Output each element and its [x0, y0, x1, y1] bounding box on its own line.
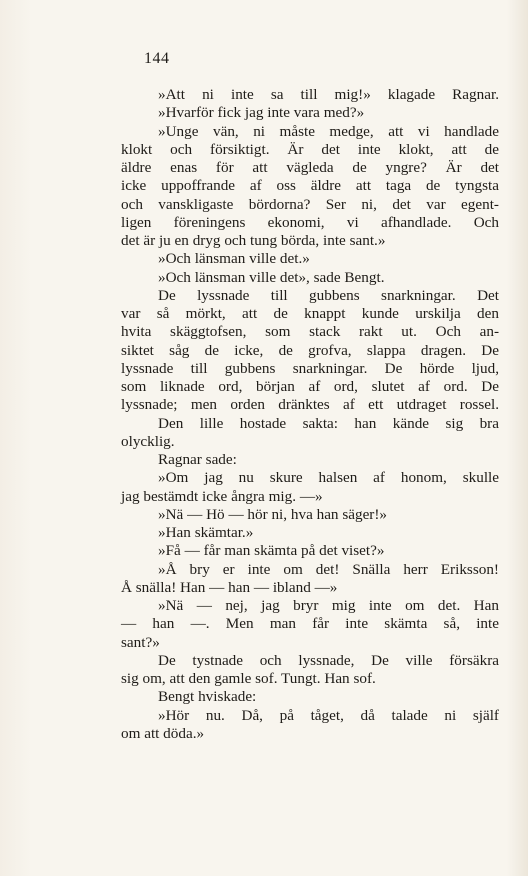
text-line: sant?»: [121, 633, 160, 651]
text-line: »Nä — Hö — hör ni, hva han säger!»: [158, 505, 388, 523]
text-line: och vanskligaste bördorna? Ser ni, det var egent-: [121, 195, 499, 213]
text-line: olycklig.: [121, 432, 175, 450]
text-line: lyssnade; men orden dränktes af ett utdraget rossel.: [121, 396, 499, 414]
text-line: — han —. Men man får inte skämta så, inte: [121, 615, 499, 633]
text-line: äldre enas för att vägleda de yngre? Är det: [121, 159, 499, 176]
text-line: Ragnar sade:: [158, 451, 237, 468]
text-line: icke uppoffrande af oss äldre att taga de tyngsta: [121, 177, 499, 195]
body-text: [121, 86, 499, 743]
text-line: det är ju en dryg och tung börda, inte sant.»: [121, 232, 386, 249]
text-line: De lyssnade till gubbens snarkningar. Det: [158, 286, 499, 304]
text-line: »Att ni inte sa till mig!» klagade Ragnar.: [158, 86, 499, 103]
text-line: »Få — får man skämta på det viset?»: [158, 542, 385, 560]
text-line: klokt och försiktigt. Är det inte klokt, att de: [121, 140, 499, 158]
text-line: »Å bry er inte om det! Snälla herr Eriksson!: [158, 560, 499, 578]
text-line: Å snälla! Han — han — ibland —»: [121, 578, 338, 596]
text-line: De tystnade och lyssnade, De ville försäkra: [158, 651, 499, 669]
text-line: Bengt hviskade:: [158, 688, 257, 706]
text-line: »Hör nu. Då, på tåget, då talade ni själf: [158, 706, 499, 724]
text-line: »Och länsman ville det», sade Bengt.: [158, 268, 385, 286]
text-line: Den lille hostade sakta: han kände sig bra: [158, 414, 499, 432]
text-line: »Hvarför fick jag inte vara med?»: [158, 104, 365, 122]
text-line: »Unge vän, ni måste medge, att vi handlade: [158, 122, 499, 140]
text-line: var så mörkt, att de knappt kunde urskilja den: [121, 305, 499, 322]
text-line: ligen föreningens ekonomi, vi afhandlade. Och: [121, 213, 499, 231]
text-line: siktet såg de icke, de grofva, slappa dragen. De: [121, 341, 499, 359]
text-line: sig om, att den gamle sof. Tungt. Han sof.: [121, 670, 376, 687]
text-line: »Om jag nu skure halsen af honom, skulle: [158, 469, 499, 487]
text-line: »Han skämtar.»: [158, 524, 254, 541]
text-line: hvita skäggtofsen, som stack rakt ut. Och an-: [121, 323, 499, 341]
text-line: lyssnade till gubbens snarkningar. De hörde ljud,: [121, 359, 499, 377]
text-line: »Nä — nej, jag bryr mig inte om det. Han: [158, 597, 499, 614]
text-line: jag bestämdt icke ångra mig. —»: [121, 487, 323, 505]
page-number: 144: [144, 50, 170, 67]
text-line: »Och länsman ville det.»: [158, 250, 310, 268]
text-line: som liknade ord, början af ord, slutet af ord. De: [121, 378, 499, 395]
text-line: om att döda.»: [121, 724, 205, 742]
